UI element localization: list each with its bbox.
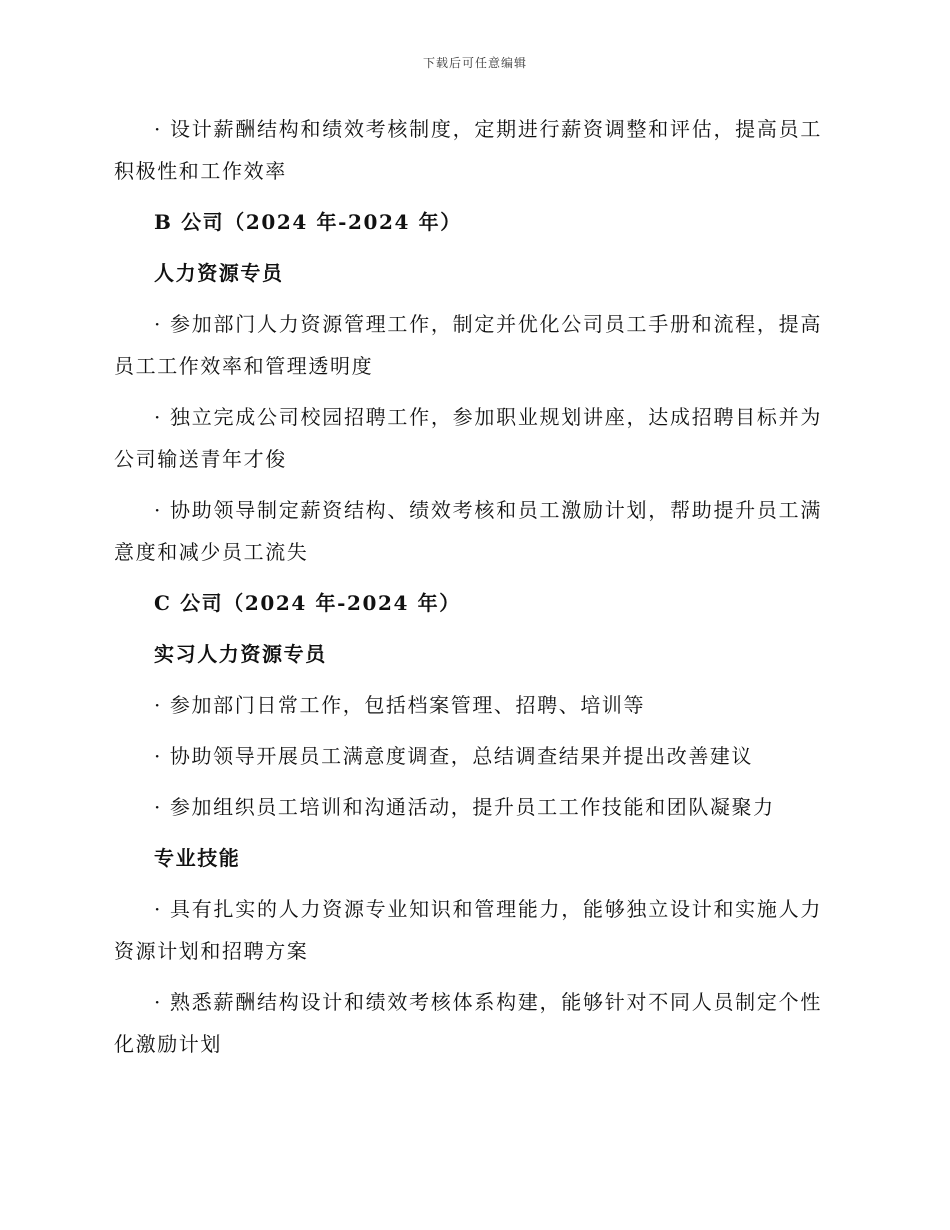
duty-bullet: · 设计薪酬结构和绩效考核制度，定期进行薪资调整和评估，提高员工积极性和工作效率 — [114, 117, 822, 183]
skill-bullet: · 熟悉薪酬结构设计和绩效考核体系构建，能够针对不同人员制定个性化激励计划 — [114, 990, 822, 1056]
duty-bullet: · 协助领导制定薪资结构、绩效考核和员工激励计划，帮助提升员工满意度和减少员工流失 — [114, 498, 822, 564]
skill-bullet: · 具有扎实的人力资源专业知识和管理能力，能够独立设计和实施人力资源计划和招聘方案 — [114, 897, 822, 963]
duty-bullet: · 参加部门日常工作，包括档案管理、招聘、培训等 — [154, 693, 646, 717]
duty-bullet: · 协助领导开展员工满意度调查，总结调查结果并提出改善建议 — [154, 744, 754, 768]
section-heading-skills: 专业技能 — [154, 846, 241, 870]
company-heading: B 公司（2024 年-2024 年） — [154, 210, 462, 234]
job-title-heading: 人力资源专员 — [154, 261, 284, 285]
duty-bullet: · 参加部门人力资源管理工作，制定并优化公司员工手册和流程，提高员工工作效率和管理透明度 — [114, 312, 822, 378]
document-body — [114, 108, 822, 1074]
page-header: 下载后可任意编辑 — [422, 56, 527, 70]
company-heading: C 公司（2024 年-2024 年） — [154, 591, 461, 615]
job-title-heading: 实习人力资源专员 — [154, 642, 327, 666]
duty-bullet: · 参加组织员工培训和沟通活动，提升员工工作技能和团队凝聚力 — [154, 795, 775, 819]
duty-bullet: · 独立完成公司校园招聘工作，参加职业规划讲座，达成招聘目标并为公司输送青年才俊 — [114, 405, 822, 471]
